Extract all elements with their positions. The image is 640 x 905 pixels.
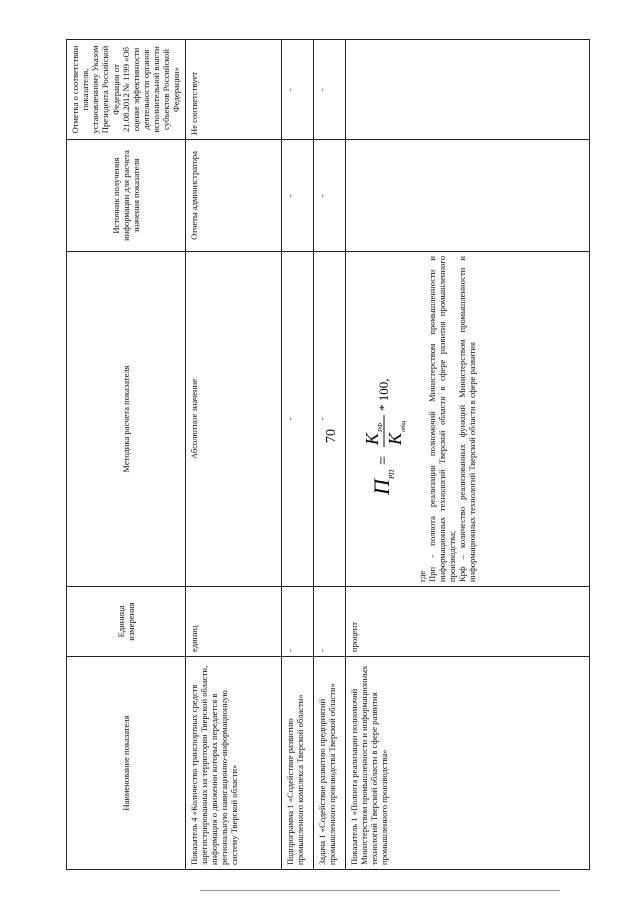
indicator-method: - xyxy=(281,252,313,587)
formula-tail: * 100, xyxy=(375,378,391,411)
formula-num: K xyxy=(361,432,382,445)
indicator-method: - xyxy=(313,252,345,587)
indicator-mark: Не соответствует xyxy=(185,40,281,140)
page-number: 70 xyxy=(324,429,339,443)
indicator-source: - xyxy=(313,140,345,252)
header-decree-mark: Отметка о соответствии показателя, установленному Указом Президента Российской Федерации от 21.08.2012 № 1199 «Об оценке эффективности деятельности органов исполнительной власти субъектов Российской Федерации» xyxy=(67,40,186,140)
method-definition-2: Крф – количество реализованных функций Министерством промышленности и информационных технологий Тверской области в сфере развития xyxy=(457,256,478,582)
formula-svg xyxy=(359,339,407,499)
indicator-unit: единиц xyxy=(185,587,281,657)
method-where: где xyxy=(416,570,427,582)
indicator-name: Задача 1 «Содействие развитию предприятий промышленного производства Тверской области» xyxy=(313,657,345,870)
indicator-source: - xyxy=(281,140,313,252)
formula-lhs: П xyxy=(368,479,394,495)
formula-den-sub: общ xyxy=(399,420,407,432)
method-definition-1: Прп - полнота реализации полномочий Министерством промышленности и информационных технологий Тверской области в сфере развития промышленного производства; xyxy=(426,256,458,582)
indicator-mark: - xyxy=(313,40,345,140)
header-method: Методика расчета показателя xyxy=(67,252,186,587)
formula xyxy=(349,256,417,582)
indicator-method xyxy=(345,252,589,587)
table-header-row xyxy=(67,40,186,870)
scan-edge-line xyxy=(200,890,560,891)
indicator-unit: процент xyxy=(345,587,589,657)
table-row xyxy=(185,40,281,870)
table-row xyxy=(345,40,589,870)
formula-den: K xyxy=(384,432,405,445)
formula-equals: = xyxy=(374,455,392,465)
indicator-name: Подпрограмма 1 «Содействие развитию промышленного комплекса Тверской области» xyxy=(281,657,313,870)
table-row xyxy=(281,40,313,870)
formula-lhs-sub: РП xyxy=(387,469,396,479)
indicator-method: Абсолютное значение xyxy=(185,252,281,587)
table-row xyxy=(313,40,345,870)
header-unit: Единица измерения xyxy=(67,587,186,657)
indicator-source xyxy=(345,140,589,252)
header-indicator-name: Наименование показателя xyxy=(67,657,186,870)
formula-num-sub: РФ xyxy=(376,422,384,432)
indicators-table xyxy=(66,39,590,870)
indicator-unit: - xyxy=(313,587,345,657)
indicator-mark xyxy=(345,40,589,140)
indicator-name: Показатель 1 «Полнота реализации полномочий Министерством промышленности и информационных технологий Тверской области в сфере развития промышленного производства» xyxy=(345,657,589,870)
rotated-page-content xyxy=(66,40,590,870)
indicator-mark: - xyxy=(281,40,313,140)
header-source: Источник получения информации для расчета значения показателя xyxy=(67,140,186,252)
indicator-source: Отчеты администратора xyxy=(185,140,281,252)
indicator-unit: - xyxy=(281,587,313,657)
indicator-name: Показатель 4 «Количество транспортных средств зарегистрированных на территории Тверской области, информация о движении которых передается в региональную навигационно-информационную систему Тверской области» xyxy=(185,657,281,870)
